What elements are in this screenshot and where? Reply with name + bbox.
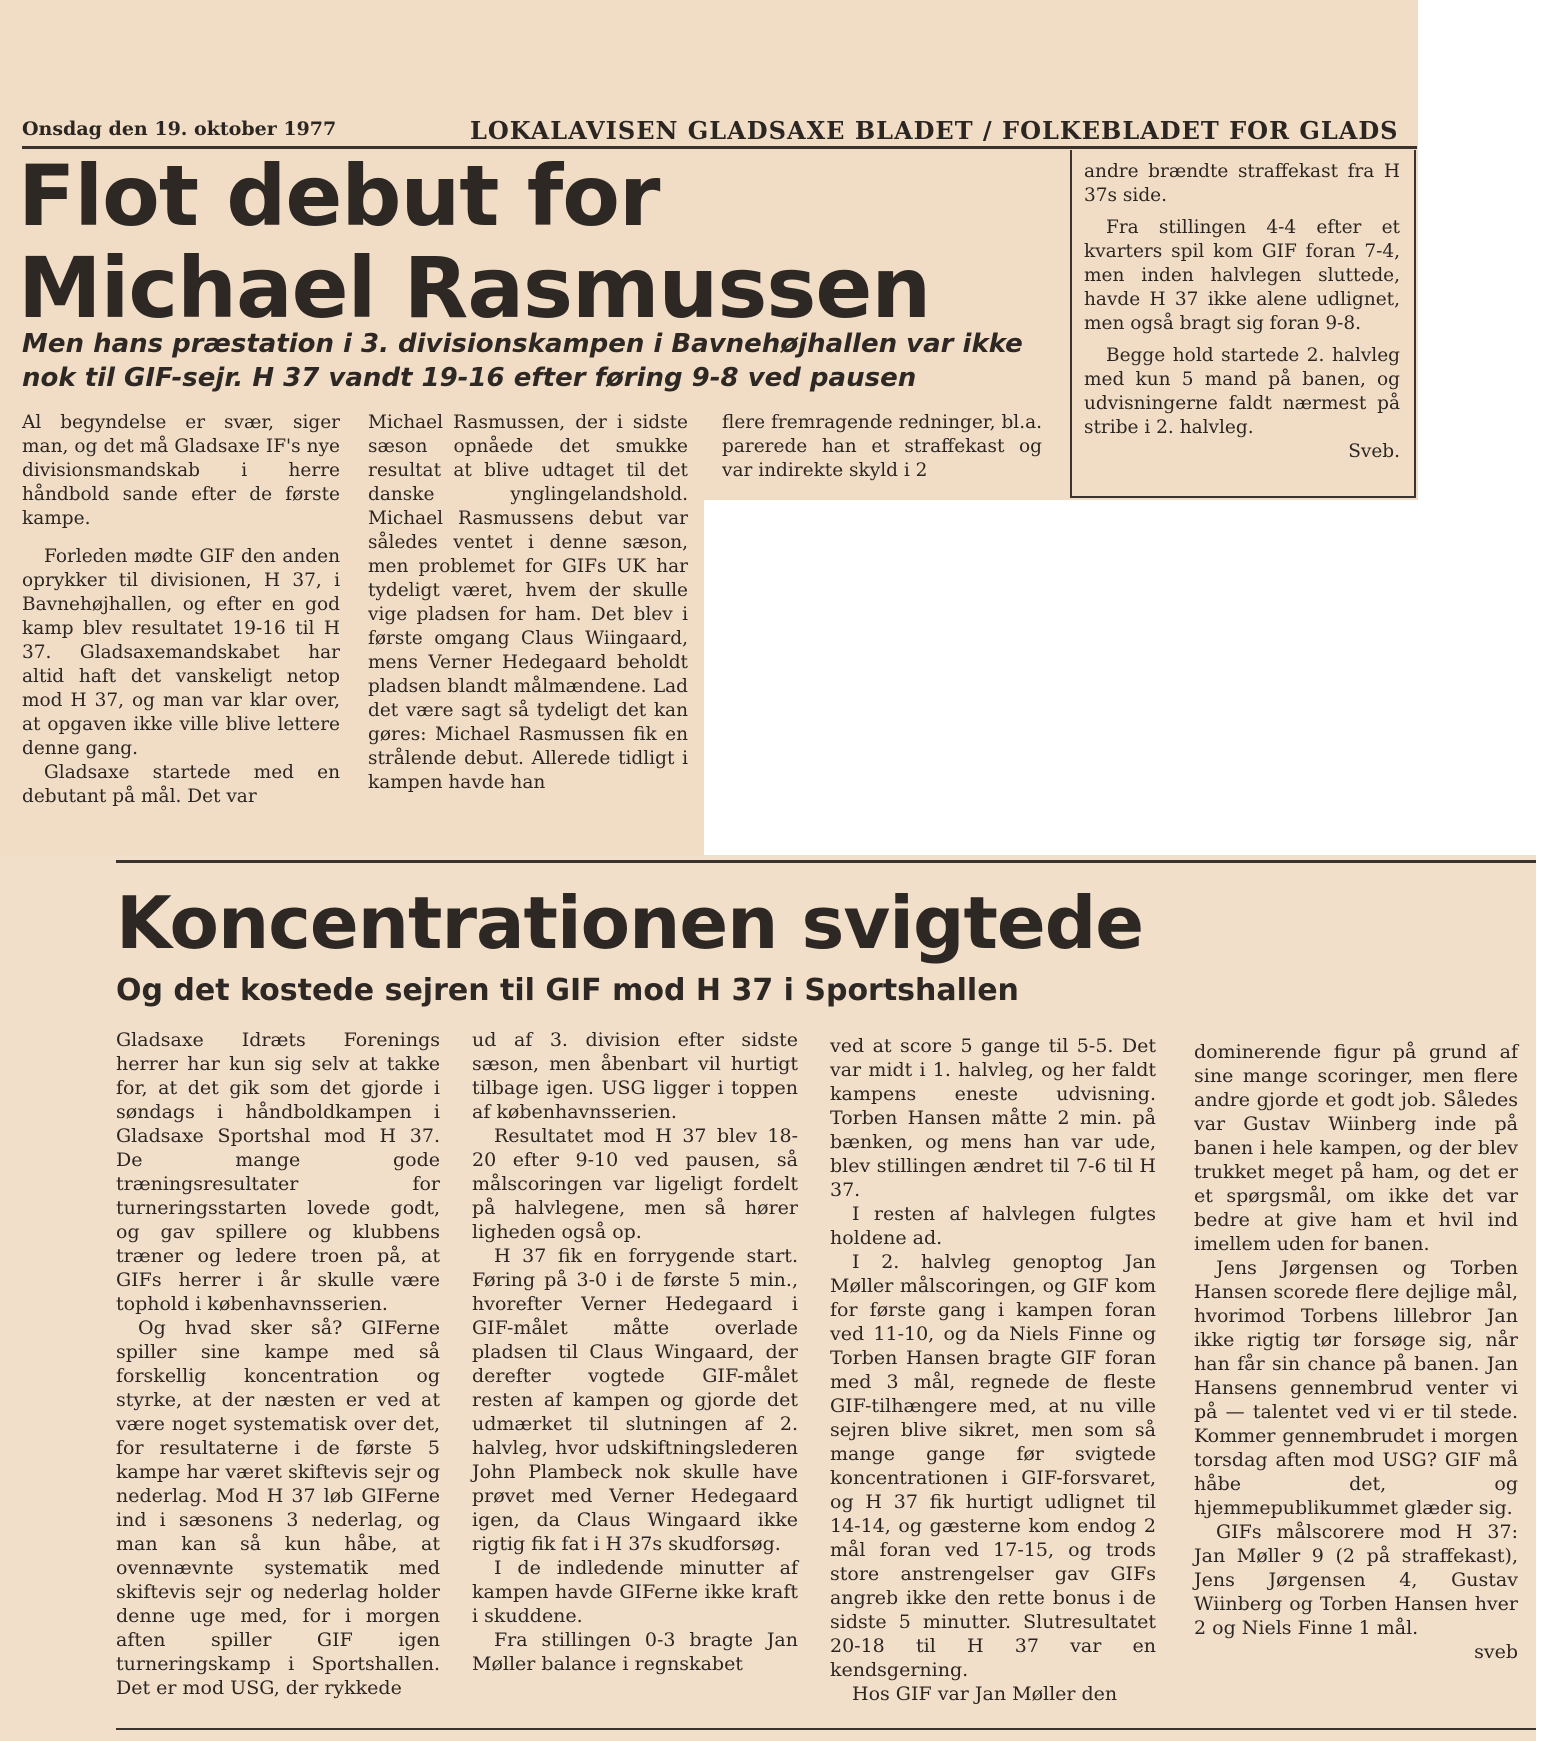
paragraph: dominerende figur på grund af sine mange scoringer, men flere andre gjorde et godt job. Således var Gustav Wiinberg inde på banen i hele kampen, og der blev trukket meget på ham, og det er et spørgsmål, om ikke det var bedre at give ham et hvil ind imellem uden for banen. [1194,1041,1518,1255]
article1-subheadline: Men hans præstation i 3. divisionskampen i Bavnehøjhallen var ikke nok til GIF-sejr. H 37 vandt 19-16 efter føring 9-8 ved pausen [22,329,1023,393]
article1-headline-line2: Michael Rasmussen [18,239,931,337]
article1-headline [18,147,1048,337]
article1-column-2 [368,411,688,795]
paragraph: Michael Rasmussen, der i sidste sæson opnåede det smukke resultat at blive udtaget til det danske ynglingelandshold. Michael Rasmussens debut var således ventet i denne sæson, men problemet for GIFs UK har tydeligt været, hvem der skulle vige pladsen for ham. Det blev i første omgang Claus Wiingaard, mens Verner Hedegaard beholdt pladsen blandt målmændene. Lad det være sagt så tydeligt det kan gøres: Michael Rasmussen fik en strålende debut. Allerede tidligt i kampen havde han [368,412,688,793]
article2-headline: Koncentrationen svigtede [116,881,1144,965]
dateline [22,116,1417,149]
paragraph: Begge hold startede 2. halvleg med kun 5 mand på banen, og udvisningerne faldt nærmest på stribe i 2. halvleg. [1084,345,1400,438]
paragraph: GIFs målscorere mod H 37: Jan Møller 9 (2 på straffekast), Jens Jørgensen 4, Gustav Wiinberg og Torben Hansen hver 2 og Niels Finne 1 mål. [1194,1521,1518,1639]
paragraph: Hos GIF var Jan Møller den [852,1683,1118,1705]
paragraph: Gladsaxe startede med en debutant på mål. Det var [22,762,340,807]
article2-column-4 [1194,1040,1518,1664]
paragraph: Resultatet mod H 37 blev 18-20 efter 9-10 ved pausen, så målscoringen var ligeligt fordelt på halvlegene, men så hører ligheden også op. [472,1125,798,1243]
paragraph: Jens Jørgensen og Torben Hansen scorede flere dejlige mål, hvorimod Torbens lillebror Jan ikke rigtig tør forsøge sig, når han får sin chance på banen. Jan Hansens gennembrud venter vi på — talentet ved vi er til stede. Kommer gennembrudet i morgen torsdag aften mod USG? GIF må håbe det, og hjemmepublikummet glæder sig. [1194,1257,1518,1519]
article2-bottom-rule [116,1728,1536,1730]
article1-column-4 [1070,150,1416,498]
article2-column-1 [116,1028,440,1700]
article1-signature: Sveb. [1348,441,1400,462]
article1-column-3 [722,411,1042,483]
article2-top-rule [116,860,1536,863]
issue-date: Onsdag den 19. oktober 1977 [22,118,337,140]
paragraph: flere fremragende redninger, bl.a. parerede han et straffekast og var indirekte skyld i 2 [722,412,1042,481]
paragraph: Fra stillingen 4-4 efter et kvarters spil kom GIF foran 7-4, men inden halvlegen sluttede, havde H 37 ikke alene udlignet, men også bragt sig foran 9-8. [1084,217,1400,334]
paragraph: ved at score 5 gange til 5-5. Det var midt i 1. halvleg, og her faldt kampens eneste udvisning. Torben Hansen måtte 2 min. på bænken, og mens han var ude, blev stillingen ændret til 7-6 til H 37. [830,1035,1156,1201]
paragraph: ud af 3. division efter sidste sæson, men åbenbart vil hurtigt tilbage igen. USG ligger i toppen af københavnsserien. [472,1029,798,1123]
article2-signature: sveb [1474,1641,1518,1663]
paragraph: I de indledende minutter af kampen havde GIFerne ikke kraft i skuddene. [472,1557,798,1627]
paragraph: I 2. halvleg genoptog Jan Møller målscoringen, og GIF kom for første gang i kampen foran ved 11-10, og da Niels Finne og Torben Hansen bragte GIF foran med 3 mål, regnede de fleste GIF-tilhængere med, at nu ville sejren blive sikret, men som så mange gange før svigtede koncentrationen i GIF-forsvaret, og H 37 fik hurtigt udlignet til 14-14, og gæsterne kom endog 2 mål foran ved 17-15, og trods store anstrengelser gav GIFs angreb ikke den rette bonus i de sidste 5 minutter. Slutresultatet 20-18 til H 37 var en kendsgerning. [830,1251,1156,1681]
article2-column-3 [830,1034,1156,1706]
paragraph: Al begyndelse er svær, siger man, og det må Gladsaxe IF's nye divisionsmandskab i herre håndbold sande efter de første kampe. [22,412,340,529]
paragraph: I resten af halvlegen fulgtes holdene ad. [830,1203,1156,1249]
paragraph: Gladsaxe Idræts Forenings herrer har kun sig selv at takke for, at det gik som det gjorde i søndags i håndboldkampen i Gladsaxe Sportshal mod H 37. De mange gode træningsresultater for turneringsstarten lovede godt, og gav spillere og klubbens træner og ledere troen på, at GIFs herrer i år skulle være tophold i københavnsserien. [116,1029,440,1315]
article1-column-1 [22,411,340,809]
article2-subheadline: Og det kostede sejren til GIF mod H 37 i Sportshallen [116,973,1019,1008]
paragraph: andre brændte straffekast fra H 37s side. [1084,161,1400,206]
paragraph: H 37 fik en forrygende start. Føring på 3-0 i de første 5 min., hvorefter Verner Hedegaard i GIF-målet måtte overlade pladsen til Claus Wingaard, der derefter vogtede GIF-målet resten af kampen og gjorde det udmærket til slutningen af 2. halvleg, hvor udskiftningslederen John Plambeck nok skulle have prøvet med Verner Hedegaard igen, da Claus Wingaard ikke rigtig fik fat i H 37s skudforsøg. [472,1245,798,1555]
article2-column-2 [472,1028,798,1676]
paragraph: Forleden mødte GIF den anden oprykker til divisionen, H 37, i Bavnehøjhallen, og efter en god kamp blev resultatet 19-16 til H 37. Gladsaxemandskabet har altid haft det vanskeligt netop mod H 37, og man var klar over, at opgaven ikke ville blive lettere denne gang. [22,546,340,759]
paragraph: Fra stillingen 0-3 bragte Jan Møller balance i regnskabet [472,1629,798,1675]
article1-headline-line1: Flot debut for [18,147,660,245]
newspaper-name: LOKALAVISEN GLADSAXE BLADET / FOLKEBLADET FOR GLADS [470,116,1399,145]
paragraph: Og hvad sker så? GIFerne spiller sine kampe med så forskellig koncentration og styrke, at der næsten er ved at være noget systematisk over det, for resultaterne i de første 5 kampe har været skiftevis sejr og nederlag. Mod H 37 løb GIFerne ind i sæsonens 3 nederlag, og man kan så kun håbe, at ovennævnte systematik med skiftevis sejr og nederlag holder denne uge med, for i morgen aften spiller GIF igen turneringskamp i Sportshallen. Det er mod USG, der rykkede [116,1317,440,1699]
